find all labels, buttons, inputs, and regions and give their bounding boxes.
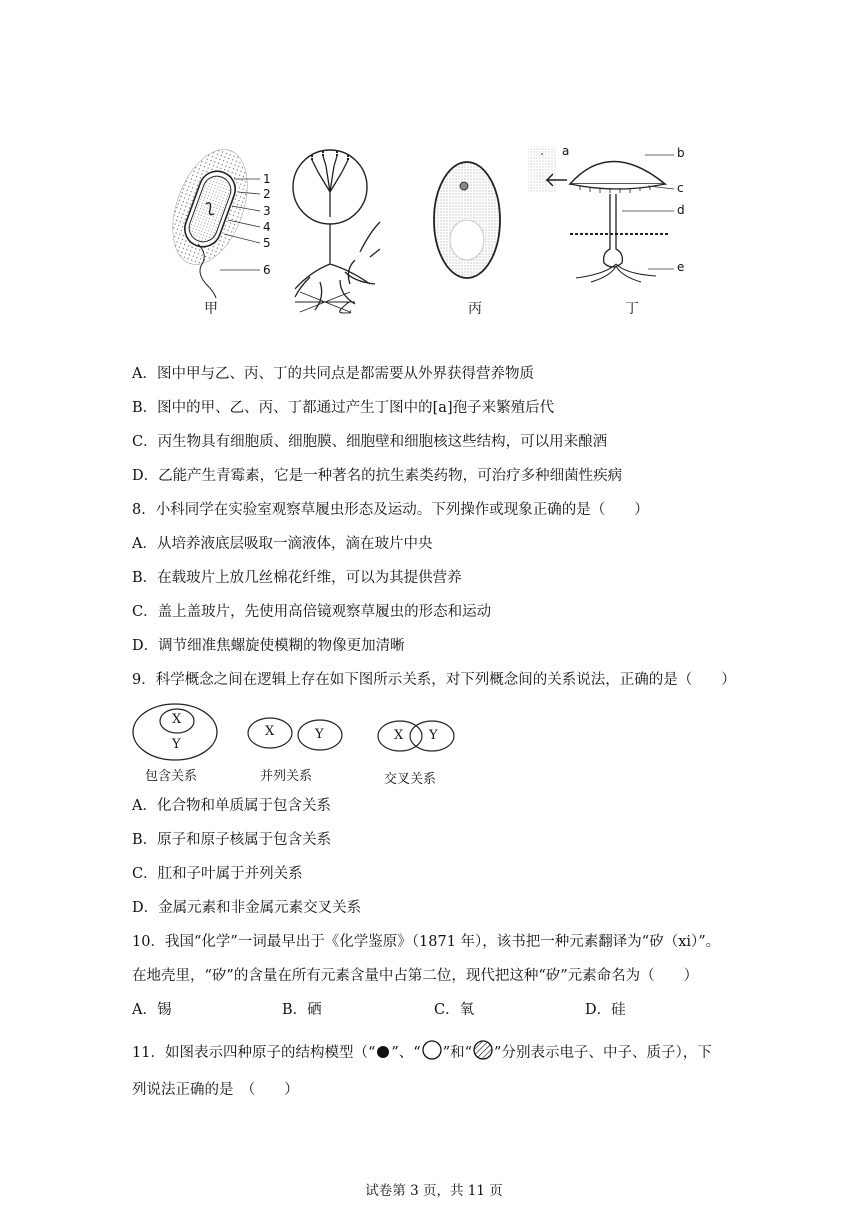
q7-figure-drawing (170, 142, 710, 322)
q10-option-c: C．氧 (434, 1002, 475, 1018)
q9-stem: 9．科学概念之间在逻辑上存在如下图所示关系，对下列概念间的关系说法，正确的是（ ） (132, 672, 736, 688)
caption-jia: 甲 (204, 301, 218, 317)
bacterium-label-5: 5 (263, 236, 271, 250)
venn-caption-cross: 交叉关系 (384, 772, 437, 787)
q10-option-a: A．锡 (132, 1002, 172, 1018)
q8-option-a: A．从培养液底层吸取一滴液体，滴在玻片中央 (132, 536, 433, 552)
q10-stem-line1: 10．我国“化学”一词最早出于《化学鉴原》（1871 年），该书把一种元素翻译为“矽（xi）”。 (132, 934, 721, 950)
proton-symbol-icon (472, 1040, 494, 1066)
venn-parallel-y: Y (315, 727, 324, 742)
venn-caption-inclusion: 包含关系 (145, 769, 198, 784)
q11-stem-line2: 列说法正确的是 （ ） (132, 1082, 299, 1098)
q7-figure (170, 142, 710, 322)
q8-option-d: D．调节细准焦螺旋使模糊的物像更加清晰 (132, 638, 405, 654)
mushroom-label-a: a (562, 144, 570, 158)
venn-inclusion-y: Y (172, 737, 181, 752)
neutron-symbol-icon (421, 1040, 443, 1066)
q7-option-a: A．图中甲与乙、丙、丁的共同点是都需要从外界获得营养物质 (132, 366, 534, 382)
page-footer: 试卷第 3 页，共 11 页 (365, 1183, 503, 1199)
caption-yi: 乙 (338, 301, 352, 317)
q11-stem-part3: ”和“ (442, 1045, 473, 1061)
venn-inclusion-x: X (172, 712, 182, 727)
q11-stem-part1: 11．如图表示四种原子的结构模型（“ (132, 1045, 376, 1061)
electron-symbol-icon (375, 1044, 391, 1066)
q11-stem-part4: ”分别表示电子、中子、质子），下 (494, 1045, 712, 1061)
venn-parallel-x: X (265, 724, 275, 739)
q8-option-b: B．在载玻片上放几丝棉花纤维，可以为其提供营养 (132, 570, 462, 586)
q10-option-b: B．硒 (282, 1002, 322, 1018)
caption-ding: 丁 (625, 301, 639, 317)
q7-option-c: C．丙生物具有细胞质、细胞膜、细胞壁和细胞核这些结构，可以用来酿酒 (132, 434, 608, 450)
bacterium-label-6: 6 (263, 263, 271, 277)
penicillium-illustration (293, 150, 380, 312)
bacterium-label-4: 4 (263, 220, 271, 234)
q9-option-b: B．原子和原子核属于包含关系 (132, 832, 332, 848)
q10-option-d: D．硅 (585, 1002, 626, 1018)
mushroom-label-c: c (677, 181, 684, 195)
yeast-illustration (434, 162, 500, 278)
q10-stem-line2: 在地壳里，“矽”的含量在所有元素含量中占第二位，现代把这种“矽”元素命名为（ ） (132, 968, 699, 984)
venn-cross-x: X (394, 728, 404, 743)
q7-option-d: D．乙能产生青霉素，它是一种著名的抗生素类药物，可治疗多种细菌性疾病 (132, 468, 623, 484)
q9-option-d: D．金属元素和非金属元素交叉关系 (132, 900, 362, 916)
bacterium-label-1: 1 (263, 172, 271, 186)
bacterium-illustration (170, 142, 262, 298)
venn-caption-parallel: 并列关系 (260, 769, 313, 784)
q9-option-c: C．肛和子叶属于并列关系 (132, 866, 303, 882)
q8-stem: 8．小科同学在实验室观察草履虫形态及运动。下列操作或现象正确的是（ ） (132, 502, 649, 518)
q11-stem-line1 (132, 1040, 712, 1066)
mushroom-label-d: d (677, 203, 685, 217)
q8-option-c: C．盖上盖玻片，先使用高倍镜观察草履虫的形态和运动 (132, 604, 492, 620)
bacterium-label-2: 2 (263, 187, 271, 201)
q11-stem-part2: ”、“ (391, 1045, 421, 1061)
q7-option-b: B．图中的甲、乙、丙、丁都通过产生丁图中的[a]孢子来繁殖后代 (132, 400, 555, 416)
venn-drawing (132, 702, 472, 764)
mushroom-illustration (528, 146, 674, 282)
mushroom-label-b: b (677, 146, 685, 160)
venn-cross-y: Y (429, 728, 438, 743)
bacterium-label-3: 3 (263, 204, 271, 218)
mushroom-label-e: e (677, 260, 685, 274)
caption-bing: 丙 (468, 301, 482, 317)
q9-option-a: A．化合物和单质属于包含关系 (132, 798, 331, 814)
venn-diagrams (132, 702, 472, 790)
